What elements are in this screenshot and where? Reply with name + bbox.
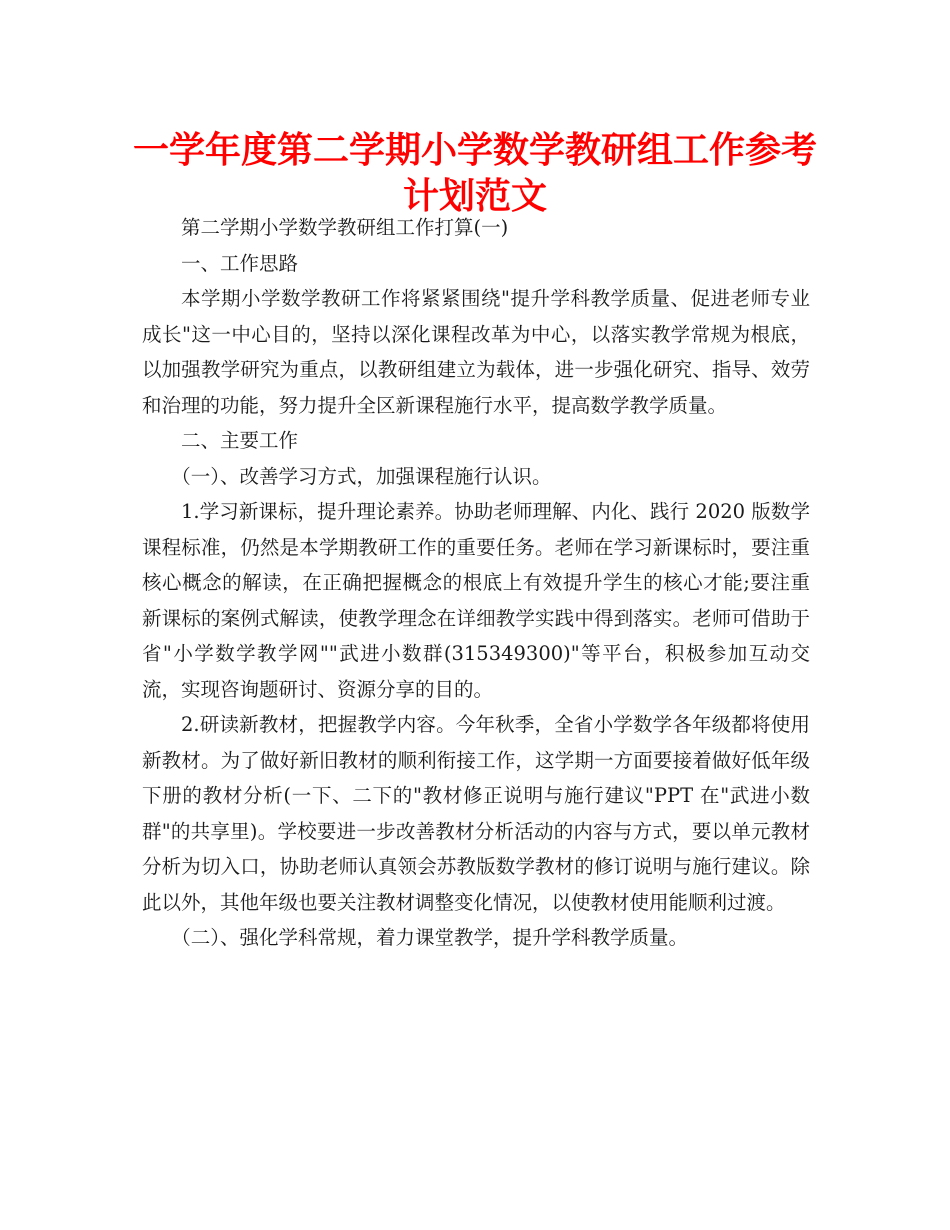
document-title: 一学年度第二学期小学数学教研组工作参考计划范文 — [132, 130, 817, 217]
subheading-1: （一）、改善学习方式，加强课程施行认识。 — [171, 464, 552, 488]
paragraph-item-1: 1.学习新课标，提升理论素养。协助老师理解、内化、践行 2020 版数学课程标准，仍然是本学期教研工作的重要任务。老师在学习新课标时，要注重核心概念的解读，在正确把握概念的根底上有效提升学生的核心才能;要注重新课标的案例式解读，使教学理念在详细教学实践中得到落实。老师可借助于省"小学数学教学网""武进小数群(315349300)"等平台，积极参加互动交流，实现咨询题研讨、资源分享的目的。 — [142, 500, 810, 701]
document-body — [142, 210, 810, 956]
heading-work-ideas: 一、工作思路 — [181, 251, 299, 275]
subheading-2: （二）、强化学科常规，着力课堂教学，提升学科教学质量。 — [171, 926, 689, 949]
paragraph-work-ideas: 本学期小学数学教研工作将紧紧围绕"提升学科教学质量、促进老师专业成长"这一中心目的，坚持以深化课程改革为中心，以落实教学常规为根底，以加强教学研究为重点，以教研组建立为载体，进一步强化研究、指导、效劳和治理的功能，努力提升全区新课程施行水平，提高数学教学质量。 — [142, 287, 810, 417]
heading-main-work: 二、主要工作 — [181, 429, 299, 452]
section-subtitle: 第二学期小学数学教研组工作打算(一) — [181, 216, 509, 239]
paragraph-item-2: 2.研读新教材，把握教学内容。今年秋季，全省小学数学各年级都将使用新教材。为了做好新旧教材的顺利衔接工作，这学期一方面要接着做好低年级下册的教材分析(一下、二下的"教材修正说明与施行建议"PPT 在"武进小数群"的共享里)。学校要进一步改善教材分析活动的内容与方式，要以单元教材分析为切入口，协助老师认真领会苏教版数学教材的修订说明与施行建议。除此以外，其他年级也要关注教材调整变化情况，以使教材使用能顺利过渡。 — [142, 713, 810, 914]
